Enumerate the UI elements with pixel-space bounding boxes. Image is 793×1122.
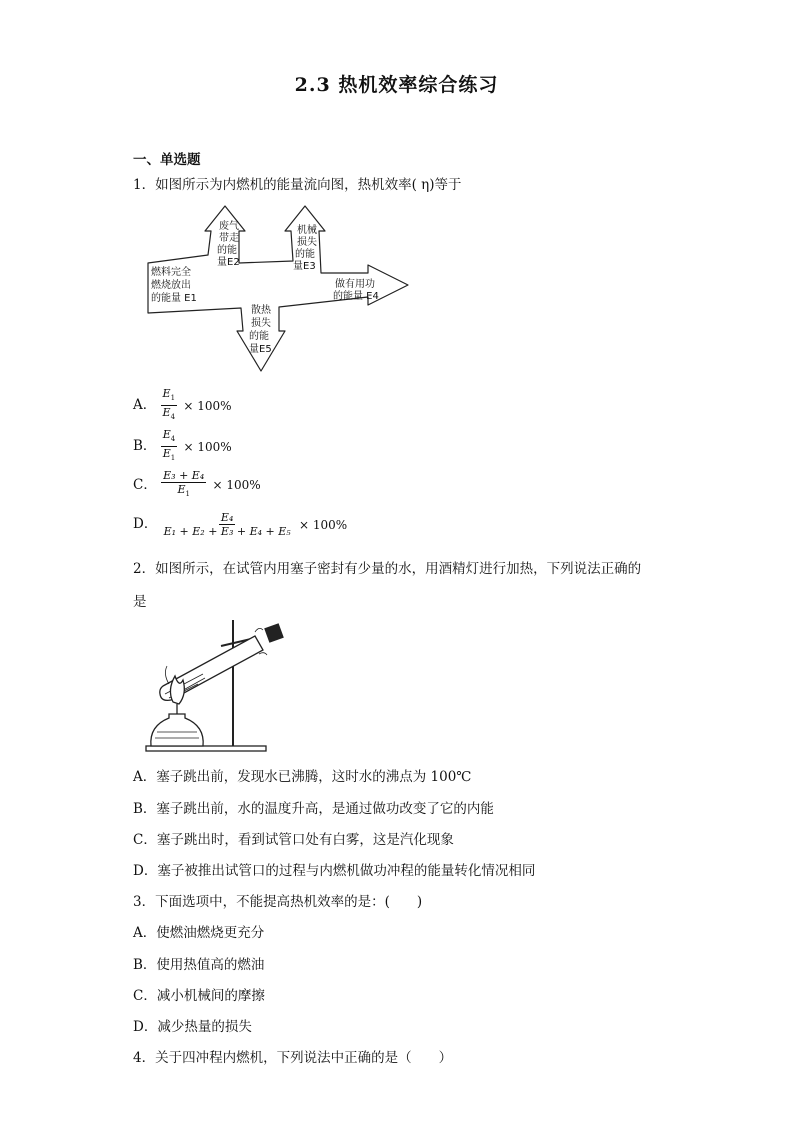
q2-stem-line2: 是 xyxy=(133,594,147,610)
e5-label-2: 损失 xyxy=(251,318,271,329)
fraction: $\frac{E_4}{E_1}$ xyxy=(162,428,176,463)
q3-option-c: C．减小机械间的摩擦 xyxy=(133,988,265,1004)
q3-option-b: B．使用热值高的燃油 xyxy=(133,957,265,973)
e2-label-3: 的能 xyxy=(217,245,237,256)
q1-option-a xyxy=(133,387,232,424)
page-title: 2.3 热机效率综合练习 xyxy=(294,74,499,96)
energy-flow-diagram xyxy=(143,203,413,373)
e5-label-4: 量E5 xyxy=(249,344,272,355)
q2-option-b: B．塞子跳出前，水的温度升高，是通过做功改变了它的内能 xyxy=(133,801,494,817)
e3-label-4: 量E3 xyxy=(293,261,316,272)
q2-option-c: C．塞子跳出时，看到试管口处有白雾，这是汽化现象 xyxy=(133,832,454,848)
e2-label-4: 量E2 xyxy=(217,257,240,268)
e5-label-3: 的能 xyxy=(249,331,269,342)
q3-stem: 3．下面选项中，不能提高热机效率的是：( ) xyxy=(133,894,423,910)
option-letter: B． xyxy=(133,438,157,455)
e3-label-2: 损失 xyxy=(297,237,317,248)
fraction: $\frac{\text{E₄}}{\text{E₁ + E₂ + E₃ + E₄ + E₅}}$ xyxy=(163,511,291,538)
q1-option-b xyxy=(133,428,232,465)
percent-factor: × 100% xyxy=(298,517,348,532)
q1-stem: 1．如图所示为内燃机的能量流向图，热机效率( η)等于 xyxy=(133,177,462,193)
e3-label-3: 的能 xyxy=(295,249,315,260)
q2-option-d: D．塞子被推出试管口的过程与内燃机做功冲程的能量转化情况相同 xyxy=(133,863,536,879)
e1-label-2: 燃烧放出 xyxy=(151,280,191,291)
percent-factor: × 100% xyxy=(212,478,261,493)
e2-label-1: 废气 xyxy=(219,221,239,232)
e1-label-3: 的能量 E1 xyxy=(151,293,197,304)
option-letter: D． xyxy=(133,516,158,532)
percent-factor: × 100% xyxy=(183,439,232,454)
q1-option-c xyxy=(133,469,261,501)
q2-stem-line1: 2．如图所示，在试管内用塞子密封有少量的水，用酒精灯进行加热，下列说法正确的 xyxy=(133,561,642,577)
percent-factor: × 100% xyxy=(183,398,232,413)
e1-label-1: 燃料完全 xyxy=(151,267,191,278)
option-letter: A． xyxy=(133,397,157,414)
q4-stem: 4．关于四冲程内燃机，下列说法中正确的是（ ） xyxy=(133,1050,453,1066)
option-letter: C． xyxy=(133,476,157,493)
e3-label-1: 机械 xyxy=(297,225,317,236)
e2-label-2: 带走 xyxy=(219,233,239,244)
section-heading: 一、单选题 xyxy=(133,152,201,168)
e4-label-1: 做有用功 xyxy=(335,279,375,290)
q2-option-a: A．塞子跳出前，发现水已沸腾，这时水的沸点为 100℃ xyxy=(133,769,472,785)
q3-option-d: D．减少热量的损失 xyxy=(133,1019,252,1035)
test-tube-apparatus-image xyxy=(143,614,293,756)
fraction: $\frac{\text{E₃ + E₄}}{E_1}$ xyxy=(163,469,205,499)
e4-label-2: 的能量 E4 xyxy=(333,291,379,302)
e5-label-1: 散热 xyxy=(251,305,271,316)
fraction: $\frac{E_1}{E_4}$ xyxy=(162,387,176,422)
q3-option-a: A．使燃油燃烧更充分 xyxy=(133,925,265,941)
q1-option-d xyxy=(133,511,347,538)
